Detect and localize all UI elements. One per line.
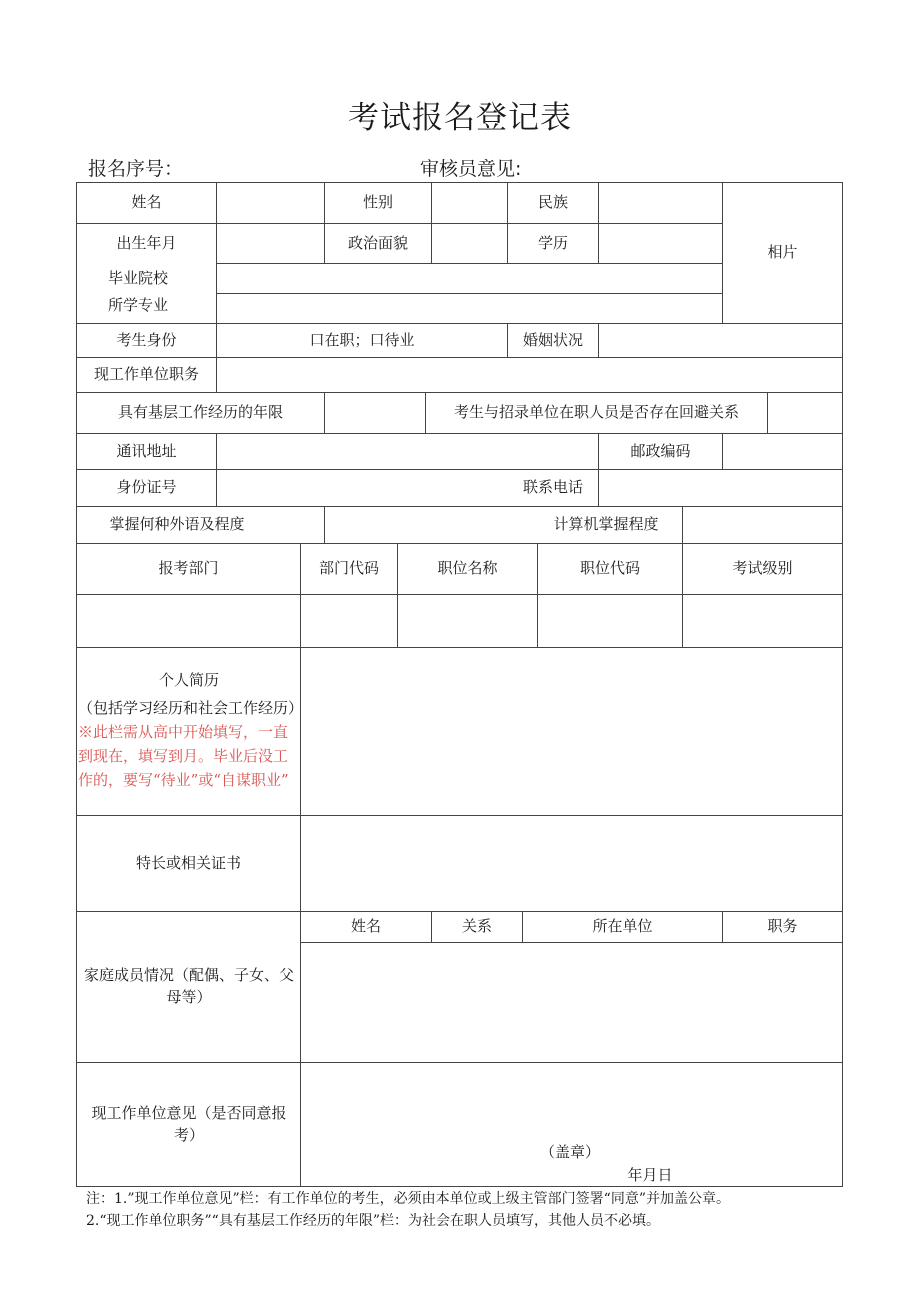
skills-label: 特长或相关证书 <box>135 853 241 872</box>
computer-skill-label: 计算机掌握程度 <box>553 515 659 534</box>
ethnicity-label: 民族 <box>537 193 568 212</box>
resume-paren: （包括学习经历和社会工作经历） <box>78 699 304 717</box>
date-label: 年月日 <box>627 1166 673 1185</box>
apply-dept-field[interactable] <box>77 595 300 647</box>
form-title: 考试报名登记表 <box>348 100 572 136</box>
note-1: 注：1.”现工作单位意见”栏：有工作单位的考生，必须由本单位或上级主管部门签署“同意”并加盖公章。 <box>86 1191 730 1207</box>
exam-level-label: 考试级别 <box>732 559 793 578</box>
id-number-field[interactable] <box>217 470 507 506</box>
gender-field[interactable] <box>432 183 507 223</box>
exam-level-field[interactable] <box>683 595 842 647</box>
name-field[interactable] <box>217 183 324 223</box>
gender-label: 性别 <box>362 193 393 212</box>
avoidance-relation-field[interactable] <box>768 393 842 433</box>
skills-field[interactable] <box>301 816 842 911</box>
language-field[interactable] <box>325 507 525 543</box>
computer-skill-field[interactable] <box>683 507 842 543</box>
resume-title: 个人简历 <box>158 671 219 689</box>
dept-code-label: 部门代码 <box>318 559 379 578</box>
id-number-label: 身份证号 <box>116 478 177 497</box>
postcode-field[interactable] <box>723 434 842 469</box>
family-relation-header: 关系 <box>461 917 492 936</box>
dept-code-field[interactable] <box>301 595 397 647</box>
education-label: 学历 <box>537 233 568 252</box>
unit-opinion-field[interactable] <box>301 1063 842 1143</box>
avoidance-relation-label: 考生与招录单位在职人员是否存在回避关系 <box>453 403 739 422</box>
marital-status-field[interactable] <box>599 324 842 357</box>
marital-status-label: 婚姻状况 <box>522 330 583 349</box>
phone-field[interactable] <box>599 470 842 506</box>
serial-number-label: 报名序号： <box>88 158 184 180</box>
political-status-field[interactable] <box>432 224 507 263</box>
school-field[interactable] <box>217 264 722 293</box>
birth-date-field[interactable] <box>217 224 324 263</box>
position-name-field[interactable] <box>398 595 537 647</box>
family-duty-header: 职务 <box>767 917 798 936</box>
ethnicity-field[interactable] <box>599 183 722 223</box>
apply-dept-label: 报考部门 <box>158 559 219 578</box>
photo-box[interactable]: 相片 <box>767 243 798 262</box>
unit-opinion-label: 现工作单位意见（是否同意报考） <box>91 1103 287 1144</box>
address-field[interactable] <box>217 434 598 469</box>
resume-instructions <box>78 696 304 792</box>
identity-checkboxes[interactable]: 口在职；口待业 <box>309 330 415 349</box>
school-label: 毕业院校 <box>108 268 169 287</box>
grassroots-years-field[interactable] <box>325 393 425 433</box>
education-field[interactable] <box>599 224 722 263</box>
family-unit-header: 所在单位 <box>592 917 653 936</box>
position-name-label: 职位名称 <box>437 559 498 578</box>
resume-label <box>78 668 304 792</box>
position-code-field[interactable] <box>538 595 682 647</box>
major-label: 所学专业 <box>108 296 169 315</box>
language-label: 掌握何种外语及程度 <box>109 515 245 534</box>
resume-field[interactable] <box>301 648 842 815</box>
family-label: 家庭成员情况（配偶、子女、父母等） <box>83 966 294 1006</box>
family-members-field[interactable] <box>301 943 842 1062</box>
reviewer-opinion-label: 审核员意见: <box>420 158 522 180</box>
major-field[interactable] <box>217 294 722 323</box>
phone-label: 联系电话 <box>522 478 583 497</box>
birth-date-label: 出生年月 <box>116 233 177 252</box>
postcode-label: 邮政编码 <box>630 441 691 460</box>
seal-label: （盖章） <box>539 1143 600 1162</box>
identity-label: 考生身份 <box>116 330 177 349</box>
address-label: 通讯地址 <box>116 441 177 460</box>
note-2: 2.“现工作单位职务”“具有基层工作经历的年限”栏：为社会在职人员填写，其他人员不必填。 <box>86 1213 660 1229</box>
current-job-label: 现工作单位职务 <box>93 365 199 384</box>
current-job-field[interactable] <box>217 358 842 392</box>
name-label: 姓名 <box>131 193 162 212</box>
grassroots-years-label: 具有基层工作经历的年限 <box>117 403 283 422</box>
family-name-header: 姓名 <box>350 917 381 936</box>
political-status-label: 政治面貌 <box>347 233 408 252</box>
resume-note: ※此栏需从高中开始填写，一直到现在，填写到月。毕业后没工作的，要写“待业”或“自谋职业” <box>78 723 289 789</box>
position-code-label: 职位代码 <box>579 559 640 578</box>
